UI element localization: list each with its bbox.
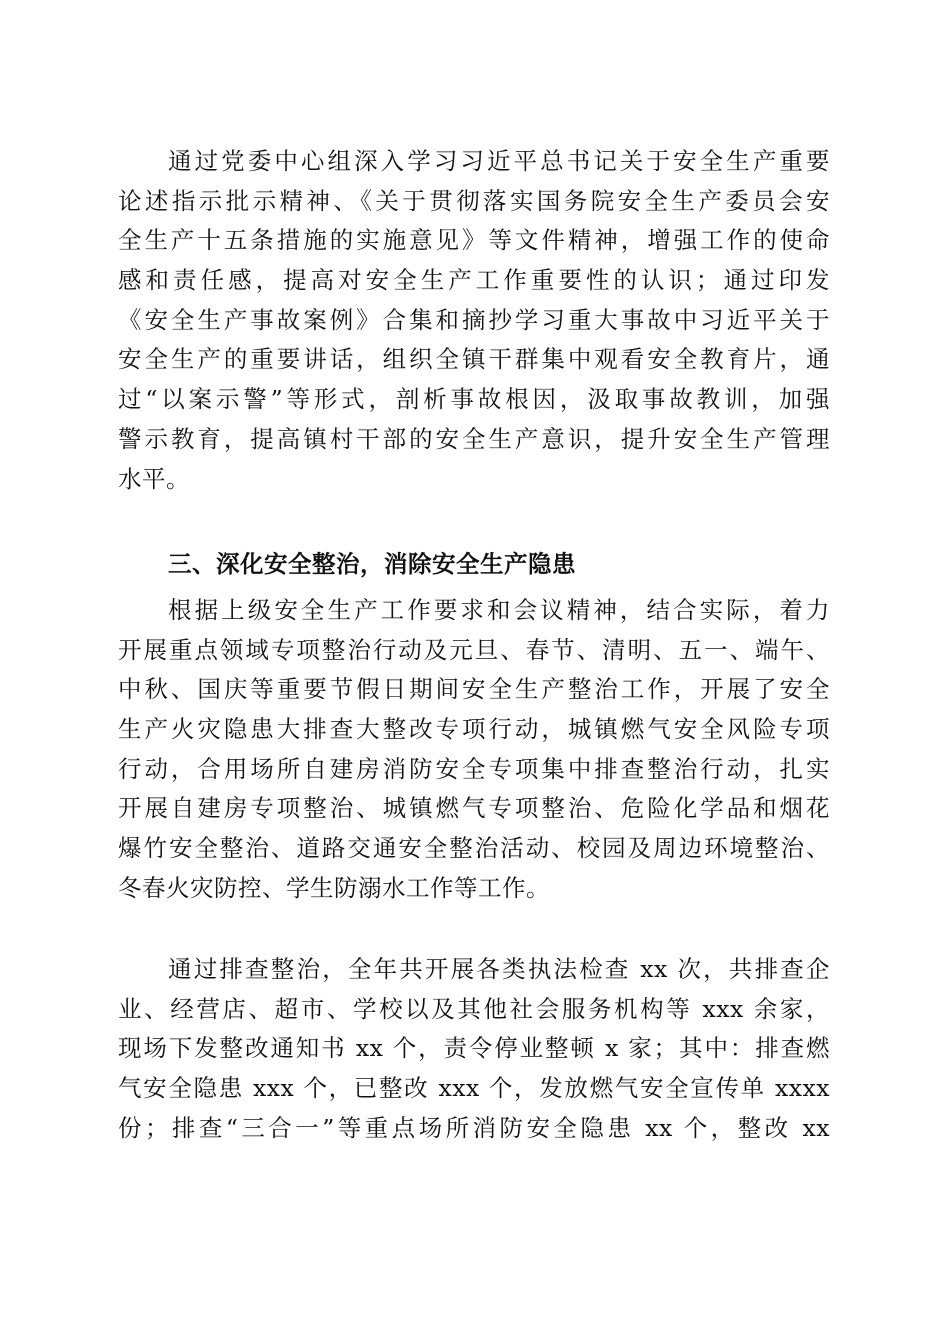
- paragraph-1: [118, 142, 830, 499]
- paragraph-line: 开展重点领域专项整治行动及元旦、春节、清明、五一、端午、: [118, 635, 830, 664]
- paragraph-line: 份；排查“三合一”等重点场所消防安全隐患 xx 个，整改 xx: [118, 1113, 830, 1142]
- paragraph-line: 过“以案示警”等形式，剖析事故根因，汲取事故教训，加强: [118, 385, 830, 414]
- paragraph-line: 生产火灾隐患大排查大整改专项行动，城镇燃气安全风险专项: [118, 715, 830, 744]
- section-heading-text: 三、深化安全整治，消除安全生产隐患: [168, 550, 576, 578]
- paragraph-line: 现场下发整改通知书 xx 个，责令停业整顿 x 家；其中：排查燃: [118, 1034, 830, 1063]
- paragraph-line: 中秋、国庆等重要节假日期间安全生产整治工作，开展了安全: [118, 675, 830, 704]
- paragraph-line: 水平。: [118, 464, 190, 493]
- paragraph-line: 业、经营店、超市、学校以及其他社会服务机构等 xxx 余家，: [118, 994, 830, 1023]
- paragraph-line: 根据上级安全生产工作要求和会议精神，结合实际，着力: [168, 596, 830, 624]
- paragraph-line: 开展自建房专项整治、城镇燃气专项整治、危险化学品和烟花: [118, 794, 830, 823]
- paragraph-line: 冬春火灾防控、学生防溺水工作等工作。: [118, 873, 550, 902]
- paragraph-line: 安全生产的重要讲话，组织全镇干群集中观看安全教育片，通: [118, 345, 830, 374]
- paragraph-line: 气安全隐患 xxx 个，已整改 xxx 个，发放燃气安全宣传单 xxxx: [118, 1074, 830, 1103]
- paragraph-line: 论述指示批示精神、《关于贯彻落实国务院安全生产委员会安: [118, 186, 830, 215]
- paragraph-line: 全生产十五条措施的实施意见》等文件精神，增强工作的使命: [118, 226, 830, 255]
- paragraph-3: [118, 950, 830, 1148]
- paragraph-2: [118, 591, 830, 909]
- paragraph-line: 警示教育，提高镇村干部的安全生产意识，提升安全生产管理: [118, 424, 830, 453]
- section-heading: [118, 545, 830, 585]
- paragraph-line: 《安全生产事故案例》合集和摘抄学习重大事故中习近平关于: [118, 305, 830, 334]
- paragraph-line: 通过排查整治，全年共开展各类执法检查 xx 次，共排查企: [168, 955, 830, 983]
- paragraph-line: 通过党委中心组深入学习习近平总书记关于安全生产重要: [168, 147, 830, 175]
- paragraph-line: 行动，合用场所自建房消防安全专项集中排查整治行动，扎实: [118, 754, 830, 783]
- paragraph-line: 感和责任感，提高对安全生产工作重要性的认识；通过印发: [118, 266, 830, 295]
- paragraph-line: 爆竹安全整治、道路交通安全整治活动、校园及周边环境整治、: [118, 834, 830, 863]
